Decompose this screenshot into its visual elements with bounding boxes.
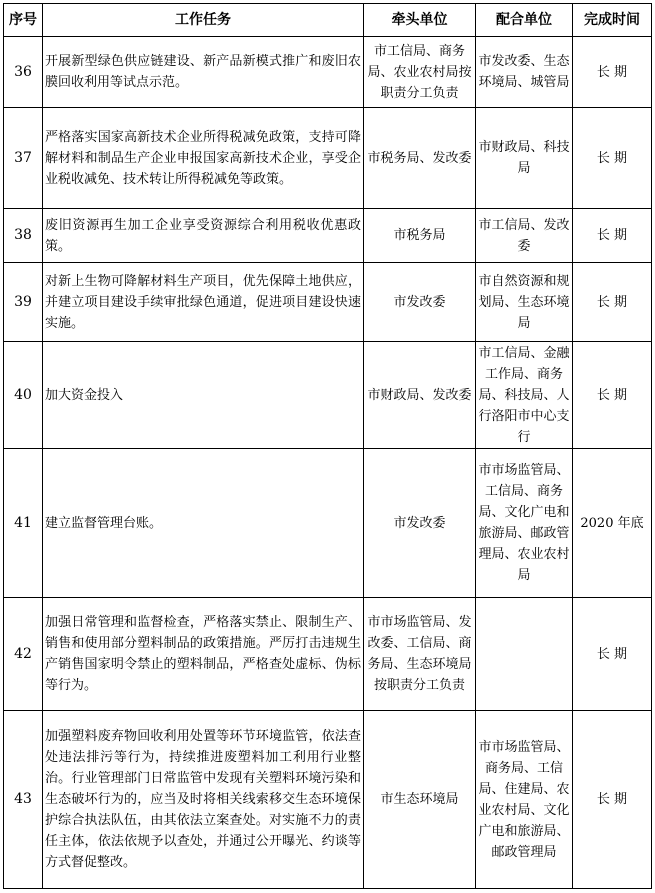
row-number: 39 — [4, 263, 43, 342]
table-row — [4, 449, 652, 598]
row-number: 37 — [4, 108, 43, 209]
row-completion-time: 长 期 — [573, 711, 652, 889]
row-number: 40 — [4, 342, 43, 449]
row-task: 加大资金投入 — [43, 342, 364, 449]
row-task: 建立监督管理台账。 — [43, 449, 364, 598]
header-number: 序号 — [4, 4, 43, 37]
row-lead-unit: 市工信局、商务局、农业农村局按职责分工负责 — [364, 37, 476, 108]
table-row — [4, 342, 652, 449]
header-cooperating-unit: 配合单位 — [476, 4, 573, 37]
row-cooperating-unit: 市发改委、生态环境局、城管局 — [476, 37, 573, 108]
row-completion-time: 长 期 — [573, 108, 652, 209]
row-cooperating-unit: 市工信局、金融工作局、商务局、科技局、人行洛阳市中心支行 — [476, 342, 573, 449]
row-cooperating-unit: 市自然资源和规划局、生态环境局 — [476, 263, 573, 342]
header-row — [4, 4, 652, 37]
row-cooperating-unit: 市市场监管局、工信局、商务局、文化广电和旅游局、邮政管理局、农业农村局 — [476, 449, 573, 598]
row-number: 43 — [4, 711, 43, 889]
table-row — [4, 209, 652, 263]
row-lead-unit: 市生态环境局 — [364, 711, 476, 889]
task-table — [3, 3, 652, 889]
row-task: 严格落实国家高新技术企业所得税减免政策，支持可降解材料和制品生产企业申报国家高新技术企业，享受企业税收减免、技术转让所得税减免等政策。 — [43, 108, 364, 209]
header-completion-time: 完成时间 — [573, 4, 652, 37]
header-task: 工作任务 — [43, 4, 364, 37]
row-lead-unit: 市税务局、发改委 — [364, 108, 476, 209]
row-lead-unit: 市市场监管局、发改委、工信局、商务局、生态环境局按职责分工负责 — [364, 598, 476, 711]
row-completion-time: 长 期 — [573, 263, 652, 342]
row-completion-time: 长 期 — [573, 342, 652, 449]
row-lead-unit: 市发改委 — [364, 449, 476, 598]
table-row — [4, 37, 652, 108]
table-row — [4, 108, 652, 209]
row-task: 废旧资源再生加工企业享受资源综合利用税收优惠政策。 — [43, 209, 364, 263]
row-completion-time: 长 期 — [573, 37, 652, 108]
header-lead-unit: 牵头单位 — [364, 4, 476, 37]
row-completion-time: 长 期 — [573, 598, 652, 711]
table-body — [4, 37, 652, 889]
table-header — [4, 4, 652, 37]
table-row — [4, 598, 652, 711]
table-row — [4, 711, 652, 889]
row-completion-time: 2020 年底 — [573, 449, 652, 598]
row-number: 36 — [4, 37, 43, 108]
row-task: 对新上生物可降解材料生产项目，优先保障土地供应，并建立项目建设手续审批绿色通道，促进项目建设快速实施。 — [43, 263, 364, 342]
row-lead-unit: 市发改委 — [364, 263, 476, 342]
row-cooperating-unit: 市财政局、科技局 — [476, 108, 573, 209]
row-number: 38 — [4, 209, 43, 263]
row-lead-unit: 市税务局 — [364, 209, 476, 263]
row-completion-time: 长 期 — [573, 209, 652, 263]
row-cooperating-unit: 市市场监管局、商务局、工信局、住建局、农业农村局、文化广电和旅游局、邮政管理局 — [476, 711, 573, 889]
row-task: 加强日常管理和监督检查，严格落实禁止、限制生产、销售和使用部分塑料制品的政策措施。严厉打击违规生产销售国家明令禁止的塑料制品，严格查处虚标、伪标等行为。 — [43, 598, 364, 711]
row-task: 加强塑料废弃物回收利用处置等环节环境监管，依法查处违法排污等行为，持续推进废塑料加工利用行业整治。行业管理部门日常监管中发现有关塑料环境污染和生态破坏行为的，应当及时将相关线索移交生态环境保护综合执法队伍，由其依法立案查处。对实施不力的责任主体，依法依规予以查处，并通过公开曝光、约谈等方式督促整改。 — [43, 711, 364, 889]
row-task: 开展新型绿色供应链建设、新产品新模式推广和废旧农膜回收利用等试点示范。 — [43, 37, 364, 108]
row-lead-unit: 市财政局、发改委 — [364, 342, 476, 449]
table-row — [4, 263, 652, 342]
row-number: 41 — [4, 449, 43, 598]
row-cooperating-unit: 市工信局、发改委 — [476, 209, 573, 263]
row-cooperating-unit — [476, 598, 573, 711]
row-number: 42 — [4, 598, 43, 711]
